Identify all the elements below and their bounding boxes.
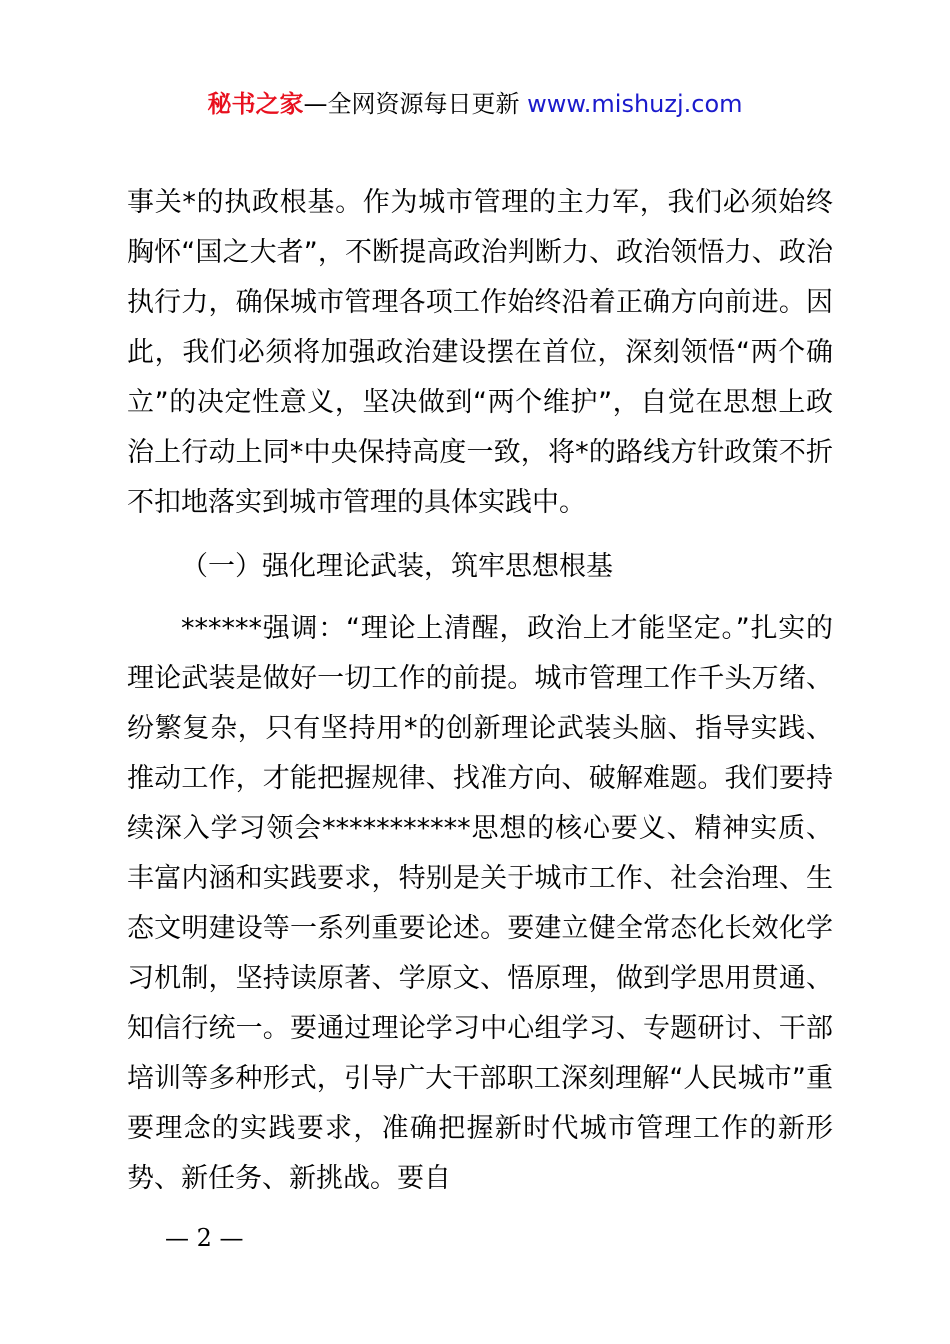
- page-header: [0, 86, 950, 122]
- site-url[interactable]: www.mishuzj.com: [527, 90, 743, 118]
- paragraph: ******强调：“理论上清醒，政治上才能坚定。”扎实的理论武装是做好一切工作的前提。城市管理工作千头万绪、纷繁复杂，只有坚持用*的创新理论武装头脑、指导实践、推动工作，才能把握规律、找准方向、破解难题。我们要持续深入学习领会***********思想的核心要义、精神实质、丰富内涵和实践要求，特别是关于城市工作、社会治理、生态文明建设等一系列重要论述。要建立健全常态化长效化学习机制，坚持读原著、学原文、悟原理，做到学思用贯通、知信行统一。要通过理论学习中心组学习、专题研讨、干部培训等多种形式，引导广大干部职工深刻理解“人民城市”重要理念的实践要求，准确把握新时代城市管理工作的新形势、新任务、新挑战。要自: [127, 613, 833, 1194]
- site-tagline: —全网资源每日更新: [303, 90, 528, 118]
- page-number: — 2 —: [165, 1224, 244, 1252]
- section-heading: （一）强化理论武装，筑牢思想根基: [181, 551, 613, 582]
- paragraph-continued: 事关*的执政根基。作为城市管理的主力军，我们必须始终胸怀“国之大者”，不断提高政治判断力、政治领悟力、政治执行力，确保城市管理各项工作始终沿着正确方向前进。因此，我们必须将加强政治建设摆在首位，深刻领悟“两个确立”的决定性意义，坚决做到“两个维护”，自觉在思想上政治上行动上同*中央保持高度一致，将*的路线方针政策不折不扣地落实到城市管理的具体实践中。: [127, 187, 833, 518]
- site-brand: 秘书之家: [207, 90, 304, 118]
- document-body: [127, 178, 833, 1204]
